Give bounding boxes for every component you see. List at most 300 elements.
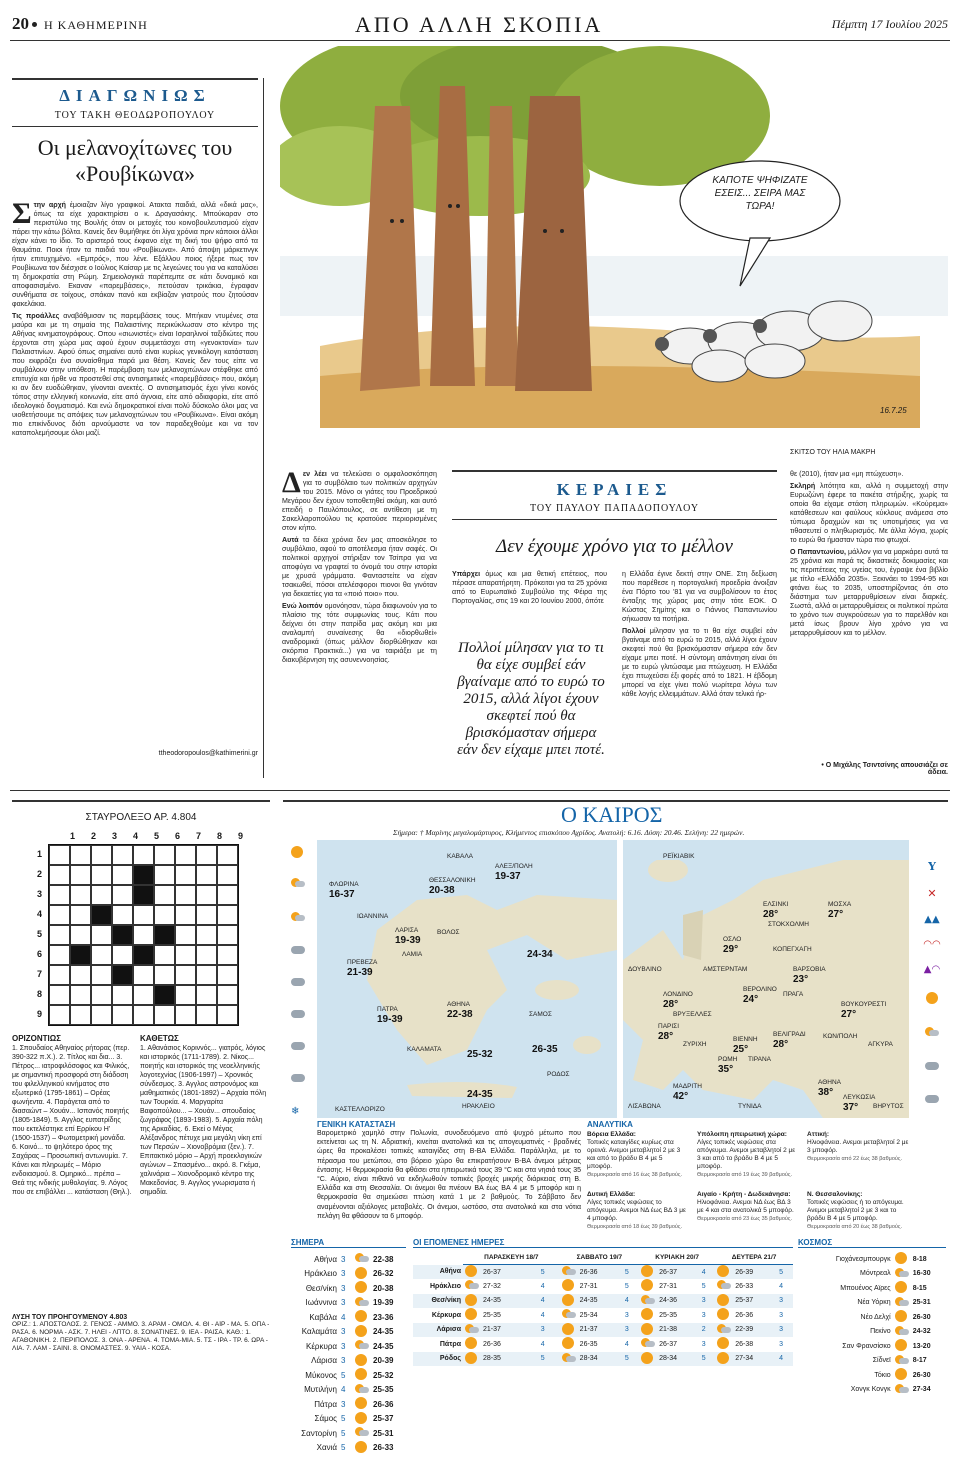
- crossword-cell[interactable]: [112, 1005, 133, 1025]
- crossword-cell[interactable]: [91, 845, 112, 865]
- city-name: ΕΛΣΙΝΚΙ: [763, 901, 789, 908]
- table-row: [291, 1252, 406, 1267]
- partly-cloudy-icon: [895, 1384, 909, 1394]
- weather-icon: [893, 1383, 911, 1398]
- weather-section: [283, 800, 948, 1465]
- crossword-cell[interactable]: [154, 885, 175, 905]
- table-row: [291, 1368, 406, 1383]
- city-temp: 28°: [763, 909, 779, 920]
- europe-city-label: [658, 1022, 679, 1042]
- weather-icon: [560, 1265, 578, 1280]
- column-number: 9: [237, 831, 243, 841]
- city-temp: 16-37: [329, 889, 355, 900]
- crossword-cell[interactable]: [217, 885, 238, 905]
- wind-force: 4: [779, 1355, 783, 1363]
- wind-force: 3: [540, 1326, 545, 1334]
- europe-city-label: [628, 965, 662, 975]
- wind-force: 3: [341, 1298, 346, 1308]
- keraies-header: [452, 470, 777, 560]
- weather-icon: [893, 1354, 911, 1369]
- city-name: ΚΑΣΤΕΛΛΟΡΙΖΟ: [335, 1106, 385, 1113]
- crossword-cell[interactable]: [91, 945, 112, 965]
- region-text: Τοπικές καταιγίδες κυρίως στα ορεινά. Ανεμοι μεταβλητοί 2 με 3 και από το βράδυ Β 4 με 5 μποφόρ.: [587, 1139, 681, 1170]
- lead-in: εν λέει: [302, 470, 327, 478]
- city-name: ΔΟΥΒΛΙΝΟ: [628, 966, 662, 973]
- region-forecast: [697, 1131, 799, 1187]
- weather-icon: [560, 1279, 578, 1294]
- cloud-icon: [291, 978, 305, 986]
- crossword-cell[interactable]: [49, 985, 70, 1005]
- europe-city-label: [783, 990, 803, 1000]
- region-temp: Θερμοκρασία από 18 έως 39 βαθμούς.: [587, 1224, 683, 1230]
- row-number: 4: [36, 909, 42, 919]
- crossword-cell[interactable]: [91, 865, 112, 885]
- crossword-cell[interactable]: [217, 985, 238, 1005]
- region-temp: Θερμοκρασία από 22 έως 38 βαθμούς.: [807, 1156, 903, 1162]
- city-name: Σαντορίνη: [301, 1428, 337, 1438]
- crossword-cell[interactable]: [175, 1005, 196, 1025]
- row-number: 9: [36, 1009, 42, 1019]
- sun-icon: [355, 1397, 367, 1409]
- snowflake-icon: ❄: [291, 1106, 300, 1117]
- crossword-cell[interactable]: [196, 985, 217, 1005]
- crossword-black-cell: [154, 925, 175, 945]
- temperature: 22-38: [373, 1254, 394, 1264]
- crossword-cell[interactable]: [133, 905, 154, 925]
- temperature: 21-37: [579, 1326, 598, 1334]
- temperature: 26-38: [735, 1340, 754, 1348]
- sun-icon: [895, 1339, 907, 1351]
- crossword-cell[interactable]: [112, 905, 133, 925]
- greece-city-label: [547, 1070, 570, 1080]
- wind-force: 3: [779, 1340, 783, 1348]
- sun-icon: [355, 1310, 367, 1322]
- weather-icon: [639, 1265, 657, 1280]
- region-name: Δυτική Ελλάδα:: [587, 1191, 636, 1198]
- table-row: [291, 1426, 406, 1441]
- crossword-cell[interactable]: [217, 945, 238, 965]
- city-name: ΖΥΡΙΧΗ: [683, 1041, 707, 1048]
- weather-icon: [639, 1308, 657, 1323]
- weather-icon: [639, 1323, 657, 1338]
- crossword-cell[interactable]: [91, 925, 112, 945]
- sun-icon: [562, 1294, 574, 1306]
- weather-icon: [715, 1323, 733, 1338]
- crossword-cell[interactable]: [49, 905, 70, 925]
- weather-icon: [639, 1294, 657, 1309]
- temperature: 26-36: [735, 1311, 754, 1319]
- city-name: ΛΕΥΚΩΣΙΑ: [843, 1094, 876, 1101]
- author-email[interactable]: ttheodoropoulos@kathimerini.gr: [158, 750, 258, 757]
- city-name: Καλαμάτα: [301, 1327, 337, 1337]
- crossword-cell[interactable]: [133, 1005, 154, 1025]
- europe-city-label: [873, 1102, 904, 1112]
- sun-icon: [465, 1265, 477, 1277]
- city-name: ΚΩΝ/ΠΟΛΗ: [823, 1033, 858, 1040]
- crossword-cell[interactable]: [70, 865, 91, 885]
- sun-icon: [641, 1323, 653, 1335]
- crossword-cell[interactable]: [196, 925, 217, 945]
- crossword-cell[interactable]: [49, 925, 70, 945]
- absence-note: • Ο Μιχάλης Τσιντσίνης απουσιάζει σε άδεια.: [821, 762, 948, 776]
- city-temp: 19-39: [395, 935, 421, 946]
- crossword-cell[interactable]: [112, 865, 133, 885]
- crossword-cell[interactable]: [91, 965, 112, 985]
- crossword-cell[interactable]: [217, 965, 238, 985]
- city-name: Κέρκυρα: [431, 1311, 461, 1319]
- greece-city-label: [447, 852, 473, 862]
- region-name: Ν. Θεσσαλονίκης:: [807, 1191, 863, 1198]
- wind-force: 4: [624, 1340, 629, 1348]
- greece-city-label: [462, 1102, 495, 1112]
- dropcap: Δ: [282, 470, 301, 499]
- crossword-cell[interactable]: [175, 885, 196, 905]
- wind-force: 3: [624, 1326, 629, 1334]
- city-name: Νέο Δελχί: [860, 1313, 891, 1321]
- crossword-cell[interactable]: [154, 945, 175, 965]
- greece-city-label: [495, 862, 533, 882]
- europe-city-label: [818, 1078, 841, 1098]
- city-temp: 37°: [843, 1102, 859, 1113]
- partly-cloudy-icon: [465, 1324, 479, 1334]
- crossword-cell[interactable]: [91, 885, 112, 905]
- city-name: ΛΑΜΙΑ: [402, 951, 423, 958]
- europe-city-label: [763, 900, 788, 920]
- temperature: 8-15: [912, 1284, 927, 1292]
- world-forecast: [798, 1238, 946, 1397]
- city-name: ΚΑΛΑΜΑΤΑ: [407, 1046, 442, 1053]
- sun-icon: [917, 989, 947, 1008]
- partly-cloudy-icon: [562, 1266, 576, 1276]
- table-row: [291, 1441, 406, 1456]
- weather-icon: [893, 1310, 911, 1325]
- sun-icon: [291, 846, 303, 858]
- crossword-cell[interactable]: [154, 845, 175, 865]
- sun-icon: [562, 1279, 574, 1291]
- crossword-cell[interactable]: [49, 865, 70, 885]
- temperature: 26-35: [579, 1340, 598, 1348]
- city-name: ΛΙΣΑΒΩΝΑ: [628, 1103, 661, 1110]
- crossword-cell[interactable]: [217, 845, 238, 865]
- city-name: ΜΑΔΡΙΤΗ: [673, 1083, 702, 1090]
- city-name: ΒΑΡΣΟΒΙΑ: [793, 966, 826, 973]
- table-row: [291, 1397, 406, 1412]
- sun-icon: [895, 1368, 907, 1380]
- europe-city-label: [793, 965, 826, 985]
- table-row: [413, 1294, 793, 1309]
- city-name: ΟΣΛΟ: [723, 936, 742, 943]
- paragraph: αναβάθμισαν τις παρεμβάσεις τους. Μπήκαν ντυμένες στα μαύρα και με τη σημαία της Παλαιστίνης περικύκλωσαν στο κέντρο της Αθήνας κινηματογράφους. Οπου «σιωνιστές» είναι Ισραηλινοί ταξιδιώτες που έρχονται στη χώρα μας αφού έχουν συμμετάσχει στη «γενοκτονία» των Παλαιστινίων. Αφού όπως σημαίνει αυτό είναι κυρίως γενικόλογη κατάσταση που εκφράζει ένα συναίσθημα παρά μια θέση. Κανείς δεν τους είπε να συμβάλουν στην υπόθεση. Η παρέμβαση των μελανοχιτώνων στέφθηκε από επιτυχία και ήρθε να προστεθεί στις αντισημιτικές «παρεμβάσεις» που, ακόμη κι αν δεν ευοδώθηκαν, γίνονται ανεκτές. Ο αντισημιτισμός έχει γίνει κοινός τόπος στην ελληνική κοινωνία, είτε από άγνοια, είτε από αδιαφορία, είτε από ιδεολογικό δογματισμό. Και ενώ δημοκρατικοί είναι πολύ δύσκολο όλοι μας να υιοθετήσουμε τις απόψεις των μελανοχιτώνων του «Ρουβίκωνα». Είναι ακόμη πιο επικίνδυνος διότι αρνούμαστε να τον παραδεχθούμε και να τον καταπολεμήσουμε όλοι μαζί.: [12, 312, 258, 437]
- table-row: [798, 1267, 946, 1282]
- wind-force: 5: [540, 1355, 545, 1363]
- city-name: Αθήνα: [439, 1268, 461, 1276]
- europe-city-label: [663, 990, 693, 1010]
- crossword-cell[interactable]: [70, 985, 91, 1005]
- europe-city-label: [738, 1102, 761, 1112]
- crossword-cell[interactable]: [49, 945, 70, 965]
- paragraph: μίλησαν για το τι θα είχε συμβεί εάν βγαίναμε από το ευρώ το 2015, αλλά λίγοι έχουν σκεφτεί πού θα βρισκόμασταν σήμερα εάν δεν είχαμε μπει ποτέ. Η σύντομη απάντηση είναι ότι με το ευρώ γλιτώσαμε μια πτώχευση. Η Ελλάδα έχει πτωχεύσει έξι φορές από το 1821. Η έβδομη μπορεί να είχε γίνει πολύ νωρίτερα λόγω των κάθε λογής ελλειμμάτων. Αλλά όταν τελικά ήρ-: [622, 627, 777, 698]
- sun-icon: [641, 1279, 653, 1291]
- temperature: 26-37: [483, 1268, 501, 1276]
- general-text: Βαρομετρικό χαμηλό στην Πολωνία, συνοδευόμενο από ψυχρό μέτωπο που εκτείνεται ως τη Ν. Αδριατική, κινείται ανατολικά και τις απογευματινές - βραδινές ώρες θα προκαλέσει τοπικές καταιγίδες στη Β-ΒΑ Ελλάδα. Παράλληλα, με το πέρασμα του μετώπου, στο βόρειο χώρο θα επικρατήσουν Β-ΒΑ άνεμοι μέτριας έντασης. Η θερμοκρασία θα φθάσει στα ηπειρωτικά τους 39 °C και στα νησιά τους 35 °C. Αύριο, είναι πιθανό να εκδηλωθούν τοπικές βροχές μικρής διάρκειας στη Β. Ελλάδα και στη Θεσσαλία. Οι άνεμοι θα πνέουν ΒΑ έως ΒΑ 4 με 5 μποφόρ και η θερμοκρασία θα σημειώσει πτώση κατά 1 με 2 βαθμούς. Το Σάββατο δεν αναμένονται αξιόλογες μεταβολές. Οι άνεμοι, ωστόσο, στα ανατολικά και στα νότια πελάγη θα φθάσουν τα 6 μποφόρ.: [317, 1130, 581, 1220]
- crossword-cell[interactable]: [133, 965, 154, 985]
- table-row: [291, 1310, 406, 1325]
- partly-cloudy-icon: [717, 1324, 731, 1334]
- crossword-cell[interactable]: [49, 885, 70, 905]
- greece-city-label: [377, 1005, 403, 1025]
- region-text: Ηλιοφάνεια. Ανεμοι ΝΔ έως ΒΔ 3 με 4 και στα ανατολικά 5 μποφόρ.: [697, 1199, 794, 1214]
- crossword-cell[interactable]: [196, 945, 217, 965]
- wind-force: 4: [540, 1311, 545, 1319]
- weather-icon: [463, 1308, 481, 1323]
- wind-force: 3: [341, 1269, 346, 1279]
- crossword-cell[interactable]: [196, 1005, 217, 1025]
- temperature: 26-30: [912, 1313, 931, 1321]
- europe-city-label: [628, 1102, 661, 1112]
- crossword-cell[interactable]: [196, 845, 217, 865]
- greece-city-label: [429, 876, 476, 896]
- weather-icon: [639, 1279, 657, 1294]
- crossword-cell[interactable]: [112, 985, 133, 1005]
- temperature: 25-35: [483, 1311, 501, 1319]
- wind-force: 3: [341, 1327, 346, 1337]
- crossword-cell[interactable]: [154, 865, 175, 885]
- sun-icon: [562, 1337, 574, 1349]
- europe-city-label: [868, 1040, 893, 1050]
- wind-force: 5: [779, 1268, 783, 1276]
- crossword-cell[interactable]: [70, 885, 91, 905]
- city-temp: 28°: [663, 999, 679, 1010]
- city-temp: 24-34: [527, 949, 553, 960]
- today-title: ΣΗΜΕΡΑ: [291, 1238, 406, 1248]
- crossword-cell[interactable]: [91, 1005, 112, 1025]
- region-forecast: [587, 1131, 689, 1187]
- sun-icon: [355, 1267, 367, 1279]
- partly-cloudy-icon: [562, 1353, 576, 1363]
- europe-city-label: [723, 935, 741, 955]
- down-title: ΚΑΘΕΤΩΣ: [140, 1034, 179, 1043]
- crossword-cell[interactable]: [133, 985, 154, 1005]
- region-temp: Θερμοκρασία από 20 έως 38 βαθμούς.: [807, 1224, 903, 1230]
- cartoon-caption: ΣΚΙΤΣΟ ΤΟΥ ΗΛΙΑ ΜΑΚΡΗ: [790, 449, 876, 456]
- kicker: ΔΙΑΓΩΝΙΩΣ: [59, 86, 211, 105]
- crossword-cell[interactable]: [175, 945, 196, 965]
- crossword-cell[interactable]: [91, 985, 112, 1005]
- crossword-cell[interactable]: [154, 1005, 175, 1025]
- table-row: [798, 1281, 946, 1296]
- partly-cloudy-icon: [355, 1253, 369, 1263]
- temperature: 27-31: [579, 1282, 598, 1290]
- crossword-grid[interactable]: [48, 844, 239, 1026]
- greece-city-label: [335, 1105, 385, 1115]
- crossword-black-cell: [154, 985, 175, 1005]
- paragraph: θε (2010), ήταν μια «μη πτώχευση».: [790, 470, 904, 478]
- temperature: 26-33: [735, 1282, 754, 1290]
- page-number: 20: [12, 14, 29, 33]
- crossword-cell[interactable]: [175, 905, 196, 925]
- city-name: ΚΑΒΑΛΑ: [447, 853, 474, 860]
- headline: Δεν έχουμε χρόνο για το μέλλον: [496, 536, 733, 557]
- city-name: Μυτιλήνη: [304, 1385, 337, 1395]
- city-temp: 22-38: [447, 1009, 473, 1020]
- city-temp: 21-39: [347, 967, 373, 978]
- city-name: Σίδνεϊ: [872, 1357, 891, 1365]
- city-temp: 28°: [658, 1031, 674, 1042]
- temperature: 25-37: [373, 1414, 394, 1424]
- crossword-cell[interactable]: [70, 845, 91, 865]
- greece-city-label: [407, 1045, 441, 1055]
- city-name: Ρόδος: [439, 1355, 461, 1363]
- table-row: [798, 1354, 946, 1369]
- city-name: ΠΑΤΡΑ: [377, 1006, 398, 1013]
- crossword-cell[interactable]: [49, 965, 70, 985]
- temperature: 23-36: [373, 1312, 394, 1322]
- weather-legend: [283, 840, 313, 1130]
- crossword-cell[interactable]: [175, 985, 196, 1005]
- crossword-cell[interactable]: [112, 945, 133, 965]
- temperature: 21-38: [659, 1326, 677, 1334]
- crossword-cell[interactable]: [70, 925, 91, 945]
- table-row: [291, 1296, 406, 1311]
- crossword-cell[interactable]: [154, 965, 175, 985]
- wind-force: 5: [624, 1268, 629, 1276]
- paragraph: ομονόησαν, τώρα διαφωνούν για το πλαίσιο της τότε συμφωνίας τους. Κάτι που δείχνει ότι στην πατρίδα μας ακόμη και μια αναλαμπή συναίνεσης θα «διορθωθεί» αναδρομικά (όπως μάλλον διορθώθηκαν και σκόρπια Πρακτικά...) για να ταιριάξει με τη διακυβέρνηση της ασυνεννοησίας.: [282, 602, 437, 664]
- city-name: ΒΟΥΚΟΥΡΕΣΤΙ: [841, 1001, 887, 1008]
- column-number: 4: [132, 831, 138, 841]
- crossword: [12, 800, 270, 1369]
- city-temp: 42°: [673, 1091, 689, 1102]
- weather-icon: [715, 1279, 733, 1294]
- greece-city-label: [467, 1050, 493, 1060]
- greece-city-label: [395, 926, 421, 946]
- crossword-cell[interactable]: [49, 1005, 70, 1025]
- temperature: 26-39: [735, 1268, 754, 1276]
- front-legend: [917, 860, 947, 1107]
- cold-front-icon: ▲▲: [924, 914, 940, 925]
- table-row: [413, 1265, 793, 1280]
- cloud-icon: [917, 1055, 947, 1074]
- city-name: ΡΕΪΚΙΑΒΙΚ: [663, 853, 695, 860]
- crossword-cell[interactable]: [217, 865, 238, 885]
- paper-name: Η ΚΑΘΗΜΕΡΙΝΗ: [44, 18, 148, 32]
- today-table: [291, 1252, 406, 1455]
- crossword-cell[interactable]: [175, 845, 196, 865]
- partly-cloudy-icon: [717, 1280, 731, 1290]
- city-name: ΒΟΛΟΣ: [437, 929, 460, 936]
- crossword-cell[interactable]: [217, 925, 238, 945]
- partly-cloudy-icon: [895, 1297, 909, 1307]
- weather-icon: [353, 1339, 371, 1354]
- crossword-cell[interactable]: [154, 905, 175, 925]
- temperature: 8-18: [912, 1255, 927, 1263]
- city-temp: 38°: [818, 1087, 834, 1098]
- crossword-cell[interactable]: [175, 865, 196, 885]
- lead-in: Αυτά: [282, 536, 299, 544]
- warm-front-icon: ◠◠: [923, 939, 941, 950]
- sun-icon: [355, 1412, 367, 1424]
- sun-icon: [355, 1368, 367, 1380]
- kicker-rule: [452, 470, 777, 472]
- partly-cloudy-icon: [895, 1355, 909, 1365]
- temperature: 28-34: [659, 1355, 677, 1363]
- weather-icon: [353, 1426, 371, 1441]
- city-name: ΦΛΩΡΙΝΑ: [329, 881, 359, 888]
- crossword-cell[interactable]: [133, 925, 154, 945]
- region-forecast: [807, 1131, 909, 1187]
- crossword-cell[interactable]: [196, 885, 217, 905]
- region-text: Λίγες τοπικές νεφώσεις στα απόγευμα. Ανεμοι μεταβλητοί 2 με 3 και από το βράδυ Β 4 με 5 μποφόρ.: [697, 1139, 796, 1170]
- day-header: ΣΑΒΒΑΤΟ 19/7: [560, 1250, 639, 1265]
- crossword-cell[interactable]: [217, 1005, 238, 1025]
- crossword-cell[interactable]: [196, 965, 217, 985]
- region-name: Υπόλοιπη ηπειρωτική χώρα:: [697, 1131, 787, 1138]
- regional-forecasts: [587, 1120, 909, 1247]
- wind-force: 3: [341, 1399, 346, 1409]
- wind-force: 4: [341, 1312, 346, 1322]
- wind-force: 5: [701, 1282, 706, 1290]
- crossword-cell[interactable]: [112, 845, 133, 865]
- wind-force: 4: [540, 1340, 545, 1348]
- temperature: 26-36: [579, 1268, 598, 1276]
- table-row: [798, 1368, 946, 1383]
- europe-city-label: [683, 1040, 706, 1050]
- table-row: [798, 1339, 946, 1354]
- crossword-cell[interactable]: [175, 965, 196, 985]
- crossword-cell[interactable]: [70, 1005, 91, 1025]
- paragraph: να τελειώσει ο ομφαλοσκόπηση για το συμβόλαιο των πολιτικών αρχηγών του 2015. Μόνο οι γιάτες του Προεδρικού Μεγάρου δεν έχουν τοποθετηθεί ακόμη, και αυτό επειδή ο Παυλόπουλος, σε αντίθεση με τη Σακελλαροπούλου τις κρατούσε περιορισμένες στον κήπο.: [282, 470, 437, 532]
- city-temp: 25°: [733, 1044, 749, 1055]
- city-name: ΛΟΝΔΙΝΟ: [663, 991, 693, 998]
- crossword-cell[interactable]: [175, 925, 196, 945]
- wind-force: 5: [341, 1414, 346, 1424]
- europe-city-label: [733, 1035, 758, 1055]
- partly-cloudy-icon: [895, 1268, 909, 1278]
- temperature: 21-37: [483, 1326, 501, 1334]
- region-temp: Θερμοκρασία από 19 έως 39 βαθμούς.: [697, 1172, 793, 1178]
- europe-city-label: [748, 1055, 771, 1065]
- weather-icon: [353, 1441, 371, 1456]
- crossword-cell[interactable]: [70, 965, 91, 985]
- weather-icon: [353, 1397, 371, 1412]
- greece-city-label: [527, 950, 553, 960]
- city-temp: 24-35: [467, 1089, 493, 1100]
- lead-in: Πολλοί: [622, 627, 646, 635]
- temperature: 27-32: [483, 1282, 501, 1290]
- weather-icon: [353, 1296, 371, 1311]
- crossword-cell[interactable]: [196, 865, 217, 885]
- temperature: 26-30: [912, 1371, 931, 1379]
- crossword-cell[interactable]: [70, 905, 91, 925]
- city-name: Μύκονος: [305, 1370, 337, 1380]
- table-row: [413, 1323, 793, 1338]
- table-row: [291, 1412, 406, 1427]
- crossword-cell[interactable]: [133, 845, 154, 865]
- temperature: 24-32: [912, 1328, 931, 1336]
- temperature: 25-35: [373, 1385, 394, 1395]
- table-row: [291, 1339, 406, 1354]
- weather-icon: [353, 1325, 371, 1340]
- table-row: [291, 1354, 406, 1369]
- crossword-cell[interactable]: [112, 885, 133, 905]
- crossword-cell[interactable]: [217, 905, 238, 925]
- crossword-cell[interactable]: [49, 845, 70, 865]
- regions-grid: [587, 1131, 909, 1247]
- city-name: Λάρισα: [311, 1356, 337, 1366]
- crossword-cell[interactable]: [196, 905, 217, 925]
- sun-icon: [465, 1337, 477, 1349]
- city-name: ΡΩΜΗ: [718, 1056, 738, 1063]
- paragraph: έμοιαζαν λίγο γραφικοί. Ατακτα παιδιά, αλλά «δικά μας», όπως τα είχε χαρακτηρίσει ο κ. Δραγασάκης. Μπούκαραν στο περιστύλιο της Βουλής όταν οι μετοχές του κοινοβουλευτισμού είχαν πάρει την κάτω βόλτα. Κανείς δεν θυμήθηκε ότι λίγα χρόνια πριν κάποιοι άλλοι είχαν κάνει το ίδιο. Το αριστερό τους έκφανο είχε τη δική του ψήφο από τα θαυμάτια. Ποιοι ήταν τα παιδιά του «Ρουβίκωνα». Από άποψη μάρκετινγκ ήταν επιτυχημένο. «Εμπρός», που λένε. Εξάλλου ποιος ήξερε πως τον Ρουβίκωνα τον διέσχισε ο Ιούλιος Καίσαρ με τις λεγεώνες του για να καταλύσει τη δημοκρατία στη Ρώμη. Σημειολογικά παρέπεμπε σε κάτι δυναμικό και αποφασισμένο. Εκαναν «παρεμβάσεις», πετούσαν τρικάκια, έγραφαν συνθήματα σε τοίχους, σπάκαν πανό και εκβίαζαν γιατρούς που ζητούσαν φακελάκια.: [12, 201, 258, 308]
